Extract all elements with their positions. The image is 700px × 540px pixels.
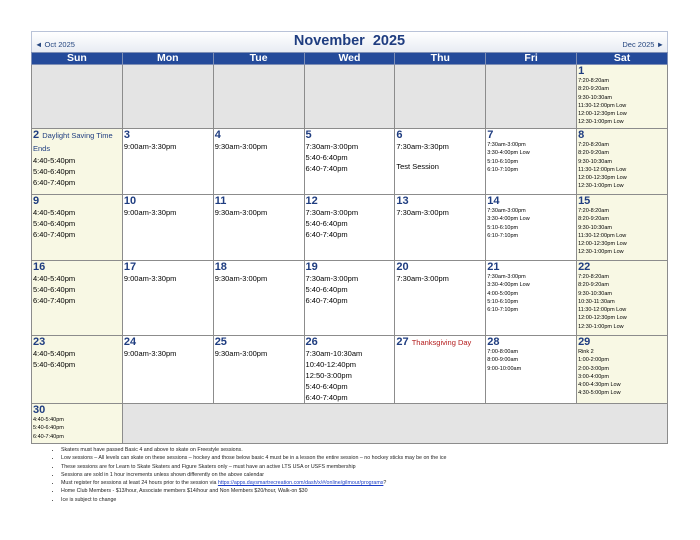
session-entry: 8:20-9:20am [578, 86, 609, 93]
day-number-text: 5 [305, 129, 312, 141]
day-number-text: 7 [487, 129, 494, 141]
day-cell-5[interactable] [304, 129, 395, 195]
day-cell-18[interactable] [213, 261, 304, 336]
note-item: • Home Club Members - $13/hour, Associate members $14/hour and Non Members $20/hour, Walk-on $30 [61, 487, 668, 495]
session-entry: 10:30-11:30am [578, 298, 615, 305]
day-cell-27[interactable] [395, 336, 486, 404]
day-number [396, 336, 484, 349]
session-entry: 7:30am-3:00pm [487, 208, 526, 214]
day-number-text: 15 [578, 195, 591, 207]
day-cell-23[interactable] [32, 336, 123, 404]
session-entry: 5:40-6:40pm [305, 219, 348, 228]
day-number-text: 28 [487, 336, 500, 348]
holiday-label: Thanksgiving Day [411, 338, 472, 347]
session-entry: 5:40-6:40pm [33, 219, 76, 228]
session-entry: 6:40-7:40pm [305, 164, 348, 173]
day-cell-14[interactable] [486, 195, 577, 261]
note-item: • Low sessions – All levels can skate on these sessions – hockey and those below basic 4 must be in a lesson the entire session – no hockey sticks may be on the ice [61, 454, 668, 462]
day-cell-9[interactable] [32, 195, 123, 261]
day-number-text: 13 [396, 195, 409, 207]
session-entry: 8:00-9:00am [487, 357, 519, 364]
week-row [32, 336, 668, 404]
session-entry: 7:20-8:20am [578, 274, 609, 280]
day-cell-6[interactable] [395, 129, 486, 195]
day-cell-13[interactable] [395, 195, 486, 261]
session-entry: 10:40-12:40pm [305, 360, 356, 369]
week-row [32, 129, 668, 195]
register-note-suffix: ? [383, 480, 387, 487]
session-entry: 3:30-4:00pm Low [487, 282, 530, 289]
day-number-text: 19 [305, 261, 318, 273]
day-cell-29[interactable] [577, 336, 668, 404]
session-entry: 4:40-5:40pm [33, 156, 76, 165]
week-row [32, 261, 668, 336]
session-entry: 9:30am-3:00pm [214, 274, 268, 283]
session-entry: 12:00-12:30pm Low [578, 111, 627, 118]
empty-day-cell [213, 65, 304, 129]
day-cell-28[interactable] [486, 336, 577, 404]
session-entry: 12:30-1:00pm Low [578, 323, 624, 330]
session-entry: 4:40-5:40pm [33, 349, 76, 358]
session-entry: 7:30am-3:00pm [396, 274, 449, 283]
day-cell-26[interactable] [304, 336, 395, 404]
session-entry: 9:00-10:00am [487, 365, 522, 372]
session-entry: 12:50-3:00pm [305, 371, 352, 380]
day-cell-24[interactable] [122, 336, 213, 404]
session-entry: 6:40-7:40pm [305, 393, 348, 402]
day-number [306, 261, 394, 273]
week-row [32, 404, 668, 444]
day-number-text: 2 [33, 129, 40, 141]
day-cell-11[interactable] [213, 195, 304, 261]
session-entry: 9:00am-3:30pm [123, 349, 177, 358]
day-number [215, 129, 303, 141]
day-number-text: 12 [305, 195, 318, 207]
day-cell-10[interactable] [122, 195, 213, 261]
day-number [33, 129, 121, 155]
day-cell-12[interactable] [304, 195, 395, 261]
session-entry: 9:00am-3:30pm [123, 142, 177, 151]
session-entry: 5:10-6:10pm [487, 158, 519, 165]
session-entry: 9:30-10:30am [578, 290, 613, 297]
next-month-link[interactable]: Dec 2025 ► [622, 40, 664, 49]
session-entry: 6:40-7:40pm [305, 296, 348, 305]
register-note-text: Must register for sessions at least 24 hours prior to the session via [61, 480, 218, 487]
session-entry: 7:30am-3:00pm [305, 142, 359, 151]
weekday-thu: Thu [395, 53, 486, 65]
session-entry: 12:30-1:00pm Low [578, 119, 624, 126]
day-cell-17[interactable] [122, 261, 213, 336]
empty-day-cell [486, 65, 577, 129]
day-number [33, 404, 121, 416]
session-entry: 4:30-5:00pm Low [578, 390, 621, 397]
session-entry: 7:30am-3:30pm [396, 142, 449, 151]
day-number [215, 336, 303, 348]
session-entry: 5:40-6:40pm [33, 285, 76, 294]
session-entry: 8:20-9:20am [578, 150, 609, 157]
day-cell-8[interactable] [577, 129, 668, 195]
day-number-text: 21 [487, 261, 500, 273]
weekday-sat: Sat [577, 53, 668, 65]
day-number [33, 336, 121, 348]
day-number-text: 16 [33, 261, 46, 273]
day-number-text: 17 [123, 261, 137, 273]
day-number [487, 129, 575, 141]
notes-list [31, 446, 668, 504]
session-entry: 9:00am-3:30pm [123, 208, 177, 217]
session-entry: 9:30am-3:00pm [214, 208, 268, 217]
session-entry: 11:30-12:00pm Low [578, 232, 627, 239]
session-entry: 6:40-7:40pm [33, 296, 76, 305]
session-entry: 4:40-5:40pm [33, 417, 64, 423]
day-number [215, 261, 303, 273]
day-cell-21[interactable] [486, 261, 577, 336]
session-entry: 4:40-5:40pm [33, 208, 76, 217]
day-number-text: 11 [214, 195, 227, 207]
day-number [578, 195, 666, 207]
day-cell-19[interactable] [304, 261, 395, 336]
session-entry: 8:20-9:20am [578, 282, 609, 289]
weekday-mon: Mon [122, 53, 213, 65]
day-number-text: 24 [123, 336, 137, 348]
calendar-grid [31, 52, 668, 444]
session-entry: 7:30am-3:00pm [305, 208, 359, 217]
session-entry: 9:00am-3:30pm [123, 274, 177, 283]
day-number [33, 261, 121, 273]
day-number [215, 195, 303, 207]
session-entry: 12:00-12:30pm Low [578, 241, 627, 248]
session-entry: 7:20-8:20am [578, 78, 609, 84]
session-entry: 12:30-1:00pm Low [578, 249, 624, 256]
day-cell-30[interactable] [32, 404, 123, 444]
session-entry: 12:00-12:30pm Low [578, 315, 627, 322]
day-cell-15[interactable] [577, 195, 668, 261]
day-number-text: 14 [487, 195, 500, 207]
session-entry: 1:00-2:00pm [578, 357, 609, 364]
empty-day-cell [122, 65, 213, 129]
session-entry: 3:30-4:00pm Low [487, 150, 530, 157]
day-number-text: 20 [396, 261, 409, 273]
session-entry: 5:40-6:40pm [305, 382, 348, 391]
weekday-tue: Tue [213, 53, 304, 65]
day-cell-3[interactable] [122, 129, 213, 195]
day-number [306, 336, 394, 348]
session-entry: 7:20-8:20am [578, 208, 609, 214]
calendar-page [31, 31, 668, 504]
session-entry: 4:00-5:00pm [487, 290, 519, 297]
note-item: • Skaters must have passed Basic 4 and above to skate on Freestyle sessions. [61, 446, 668, 454]
session-entry: 5:40-6:40pm [305, 153, 348, 162]
session-entry: 5:40-6:40pm [33, 360, 76, 369]
session-entry: 8:20-9:20am [578, 216, 609, 223]
day-number [487, 336, 575, 348]
day-cell-7[interactable] [486, 129, 577, 195]
day-number-text: 27 [396, 336, 409, 348]
day-number-text: 25 [214, 336, 227, 348]
day-number [396, 129, 484, 141]
day-number [124, 129, 212, 141]
month-title: November 2025 [293, 33, 406, 49]
spacer [396, 152, 484, 161]
session-entry: 7:00-8:00am [487, 349, 519, 355]
day-number-text: 29 [578, 336, 591, 348]
weekday-fri: Fri [486, 53, 577, 65]
registration-link[interactable]: https://apps.daysmartrecreation.com/dash/x/#/online/gilmour/programs [217, 480, 384, 487]
note-item: • These sessions are for Learn to Skate Skaters and Figure Skaters only – must have an active LTS USA or USFS membership [61, 463, 668, 471]
session-entry: 9:30-10:30am [578, 158, 613, 165]
session-entry: 3:30-4:00pm Low [487, 216, 530, 223]
day-number [578, 336, 666, 348]
session-entry: 5:10-6:10pm [487, 224, 519, 231]
weekday-sun: Sun [32, 53, 123, 65]
prev-month-link[interactable]: ◄ Oct 2025 [35, 40, 75, 49]
day-number-text: 22 [578, 261, 591, 273]
day-cell-22[interactable] [577, 261, 668, 336]
session-entry: 6:40-7:40pm [33, 178, 76, 187]
empty-day-cell [304, 65, 395, 129]
day-number-text: 6 [396, 129, 403, 141]
note-item: • Ice is subject to change [61, 496, 668, 504]
session-entry: 6:40-7:40pm [33, 230, 76, 239]
day-number-text: 9 [33, 195, 40, 207]
day-number-text: 30 [33, 404, 46, 416]
session-entry: 7:30am-3:00pm [305, 274, 359, 283]
day-number [306, 195, 394, 207]
session-entry: 3:00-4:00pm [578, 373, 609, 380]
session-entry: 7:30am-3:00pm [487, 142, 526, 148]
session-entry: 5:40-6:40pm [33, 425, 64, 432]
session-entry: 6:10-7:10pm [487, 166, 519, 173]
day-number-text: 8 [578, 129, 585, 141]
day-cell-4[interactable] [213, 129, 304, 195]
day-number [487, 261, 575, 273]
session-entry: 5:40-6:40pm [33, 167, 76, 176]
day-number [578, 261, 666, 273]
session-entry: 6:40-7:40pm [305, 230, 348, 239]
weekday-wed: Wed [304, 53, 395, 65]
session-entry: 7:30am-10:30am [305, 349, 363, 358]
session-entry: 4:00-4:30pm Low [578, 382, 621, 389]
day-number [124, 261, 212, 273]
session-entry: 2:00-3:00pm [578, 365, 609, 372]
day-number [396, 261, 484, 273]
day-number-text: 1 [578, 65, 585, 77]
session-entry: Test Session [396, 162, 439, 171]
empty-day-cell [32, 65, 123, 129]
day-number-text: 3 [123, 129, 130, 141]
session-entry: Rink 2 [578, 349, 594, 355]
note-item: • Sessions are sold in 1 hour increments unless shown differently on the above calendar [61, 471, 668, 479]
session-entry: 9:30am-3:00pm [214, 142, 268, 151]
day-number [124, 195, 212, 207]
day-number-text: 26 [305, 336, 318, 348]
session-entry: 11:30-12:00pm Low [578, 102, 627, 109]
day-number [124, 336, 212, 348]
week-row [32, 195, 668, 261]
session-entry: 4:40-5:40pm [33, 274, 76, 283]
day-number-text: 4 [214, 129, 221, 141]
session-entry: 6:40-7:40pm [33, 433, 64, 440]
day-number-text: 23 [33, 336, 46, 348]
day-number-text: 18 [214, 261, 227, 273]
session-entry: 9:30-10:30am [578, 224, 613, 231]
weekday-header-row [32, 53, 668, 65]
session-entry: 6:10-7:10pm [487, 232, 519, 239]
session-entry: 7:30am-3:00pm [487, 274, 526, 280]
day-number [396, 195, 484, 207]
day-number [33, 195, 121, 207]
session-entry: 6:10-7:10pm [487, 307, 519, 314]
session-entry: 5:40-6:40pm [305, 285, 348, 294]
session-entry: 5:10-6:10pm [487, 298, 519, 305]
day-cell-16[interactable] [32, 261, 123, 336]
session-entry: 9:30-10:30am [578, 94, 613, 101]
day-cell-25[interactable] [213, 336, 304, 404]
calendar-header [31, 31, 668, 52]
week-row [32, 65, 668, 129]
session-entry: 7:30am-3:00pm [396, 208, 449, 217]
session-entry: 12:00-12:30pm Low [578, 175, 627, 182]
empty-day-cell [395, 65, 486, 129]
session-entry: 11:30-12:00pm Low [578, 166, 627, 173]
session-entry: 12:30-1:00pm Low [578, 183, 624, 190]
day-number [306, 129, 394, 141]
day-note-label: Daylight Saving Time Ends [33, 131, 113, 153]
day-number [578, 65, 666, 77]
day-number [487, 195, 575, 207]
session-entry: 9:30am-3:00pm [214, 349, 268, 358]
day-cell-20[interactable] [395, 261, 486, 336]
day-cell-1[interactable] [577, 65, 668, 129]
note-item [61, 479, 668, 487]
day-cell-2[interactable] [32, 129, 123, 195]
empty-day-cell [122, 404, 667, 444]
day-number [578, 129, 666, 141]
session-entry: 7:20-8:20am [578, 142, 609, 148]
day-number-text: 10 [123, 195, 137, 207]
session-entry: 11:30-12:00pm Low [578, 307, 627, 314]
